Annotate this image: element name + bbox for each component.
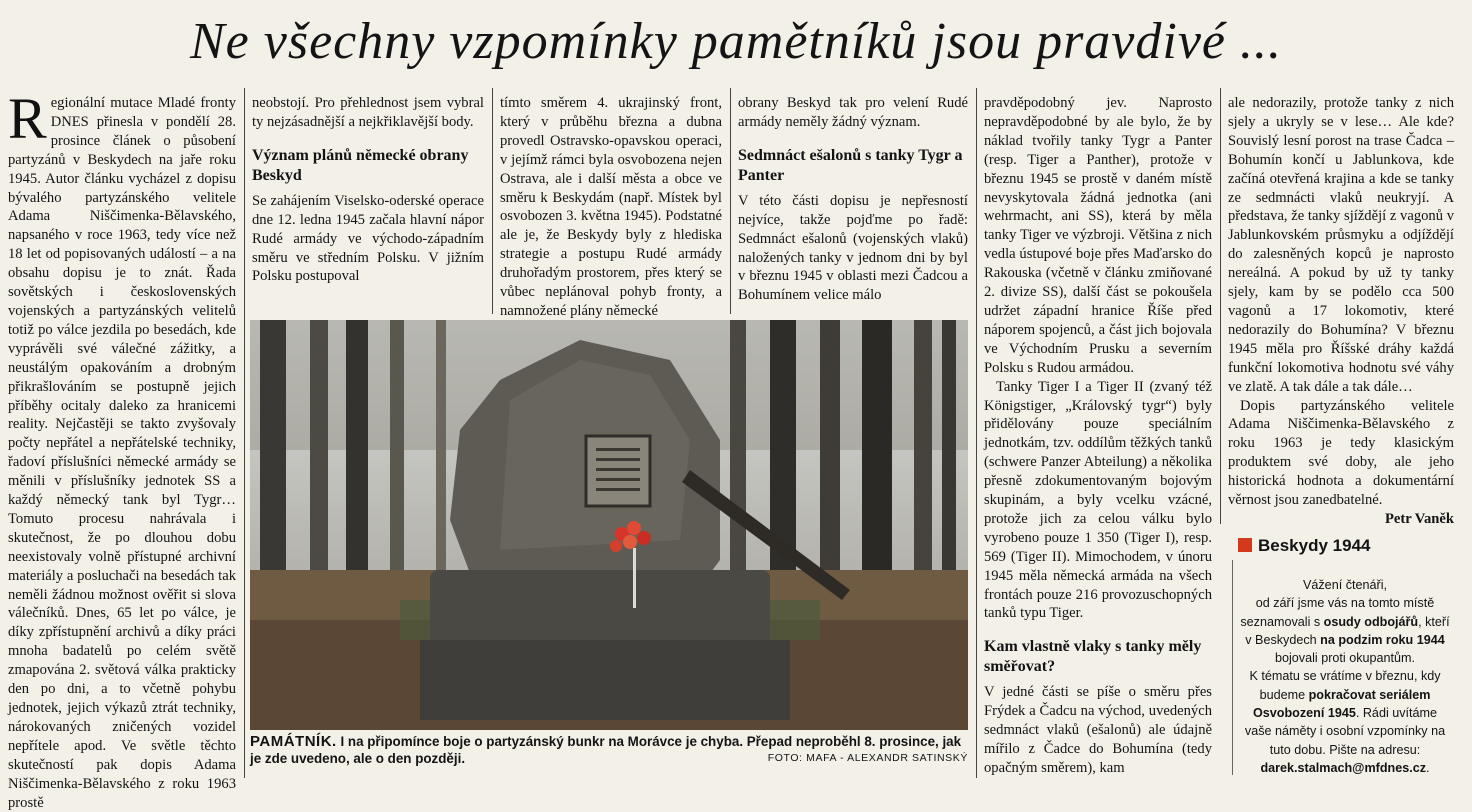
red-square-icon [1238,538,1252,552]
article-column-6 [1228,94,1454,529]
forest-memorial-image [250,320,968,730]
paragraph: Tanky Tiger I a Tiger II (zvaný též Königstiger, „Královský tygr“) byly přidělovány pouze speciálním jednotkám, tzv. oddílům těžkých tanků (schwere Panzer Abteilung) a několika přesně zdokumentovaným bojovým skupinám, a byly vcelku vzácné, protože jich za celou válku bylo vyrobeno pouze 1 350 (Tiger I), resp. 569 (Tiger II). Mimochodem, v únoru 1945 měla německá armáda na všech frontách pouze 216 provozuschopných tanků typu Tiger. [984,378,1212,622]
sidebar-box-title: Beskydy 1944 [1238,536,1370,556]
article-headline: Ne všechny vzpomínky pamětníků jsou pravdivé ... [189,13,1282,70]
paragraph: Se zahájením Viselsko-oderské operace dne 12. ledna 1945 začala hlavní nápor Rudé armády ve východo-západním směru ve středním Polsku. V jižním Polsku postupoval [252,192,484,285]
subheading: Kam vlastně vlaky s tanky měly směřovat? [984,638,1202,676]
column-rule [976,88,977,778]
contact-email[interactable]: darek.stalmach@mfdnes.cz [1260,760,1427,775]
article-column-2 [252,94,484,286]
paragraph: Regionální mutace Mladé fronty DNES přinesla v pondělí 28. prosince článek o působení partyzánů v Beskydech na jaře roku 1945. Autor článku vycházel z dopisu bývalého partyzánského velitele Adama Niščimenka-Bělavského, napsaného v roce 1963, tedy více než 18 let od popisovaných událostí – a na obsahu dopisu je to znát. Řada sovětských i československých vojenských a partyzánských velitelů totiž po válce jezdila po besedách, kde vyprávěli své válečné zážitky, a neustálým opakováním a drobným přikrašlováním se postupně jejich příběhy ocitaly daleko za hranicemi reality. Nejčastěji se takto zvyšovaly počty nepřátel a nepřátelské techniky, řadoví příslušníci německé armády se měnili v příslušníky jednotek SS a každý německý tank byl Tygr… Tomuto procesu nahrávala i skutečnost, že po dlouhou dobu neexistovaly volně přístupné archivní materiály a posluchači na besedách tak neměli žádnou možnost ověřit si slova válečníků. Dnes, 65 let po válce, je díky zpřístupnění archivů a díky práci mnoha badatelů po celém světě zmapována 2. světová válka prakticky den po dni, a to včetně pohybu jednotek, jejich výkazů ztrát techniky, nárokovaných zničených vozidel nepřítele apod. Ve světle těchto skutečností pak dopis Adama Niščimenka-Bělavského z roku 1963 prostě [8,86,236,811]
paragraph: neobstojí. Pro přehlednost jsem vybral ty nejzásadnější a nejkřiklavější body. [252,95,484,130]
subheading: Sedmnáct ešalonů s tanky Tygr a Panter [738,146,963,184]
paragraph: V jedné části se píše o směru přes Frýdek a Čadcu na východ, uvedených sedmnáct vlaků (ešalonů) ale údajně mířilo z Čadce do Bohumína (tedy opačným směrem), kam [984,684,1212,776]
article-column-5 [984,94,1212,778]
paragraph: Dopis partyzánského velitele Adama Niščimenka-Bělavského z roku 1963 je tedy klasickým produktem své doby, ale jeho historická hodnota a dokumentární věrnost jsou zanedbatelné. Petr Vaněk [1228,397,1454,527]
memorial-photo [250,320,968,730]
column-rule [1220,88,1221,524]
column-rule [492,88,493,314]
caption-lead: PAMÁTNÍK. [250,733,337,750]
paragraph: pravděpodobný jev. Naprosto nepravděpodobné by ale bylo, že by náklad tvořily tanky Tygr a Panter (resp. Tiger a Panther), protože v březnu 1945 se prostě v daném místě nevyskytovala žádná jednotka (ani wehrmacht, ani SS), která by měla tanky Tiger ve výzbroji. Většina z nich vedla ústupové boje přes Maďarsko do Rakouska (včetně v článku zmiňované 2. divize SS), další část se pokoušela udržet západní hranice Říše před náporem spojenců, a část jich bojovala ve Východním Prusku a severním Polsku s Rudou armádou. [984,95,1212,376]
author-byline: Petr Vaněk [1384,510,1454,527]
sidebar-box-text: Vážení čtenáři, od září jsme vás na tomto místě seznamovali s osudy odbojářů, kteří v Beskydech na podzim roku 1944 bojovali proti okupantům. K tématu se vrátíme v březnu, kdy budeme pokračovat seriálem Osvobození 1945. Rádi uvítáme vaše náměty i osobní vzpomínky na tuto dobu. Pište na adresu: darek.stalmach@mfdnes.cz. [1240,578,1450,775]
drop-cap: R [8,86,47,151]
article-column-3 [500,94,722,321]
article-column-1 [8,86,236,812]
paragraph: obrany Beskyd tak pro velení Rudé armády neměly žádný význam. [738,95,968,130]
paragraph: ale nedorazily, protože tanky z nich sjely a ukryly se v lese… Ale kde? Souvislý lesní porost na trase Čadca – Bohumín končí u Jablunkova, kde začíná otevřená krajina a kde se tanky ze sedmnácti vlaků neukryjí. A představa, že tanky sjíždějí z vagonů v Jablunkovském průsmyku a odjíždějí do zalesněných kopců je naprosto nereálná. A pokud by už ty tanky sjely, kam by se podělo cca 500 vagonů a 17 lokomotiv, které nedorazily do Bohumína? V březnu 1945 měla pro Říšské dráhy každá funkční lokomotiva hodnotu své váhy ve zlatě. A tak dále a tak dále… [1228,95,1454,395]
article-column-4 [738,94,968,305]
photo-credit: FOTO: MAFA - ALEXANDR SATINSKÝ [767,752,968,764]
column-rule [244,88,245,778]
paragraph: tímto směrem 4. ukrajinský front, který v průběhu března a dubna provedl Ostravsko-opavskou operaci, v jejímž rámci byla osvobozena nejen Ostrava, ale i další města a obce ve směru k Beskydám (např. Místek byl osvobozen 3. května 1945). Podstatné ale je, že Beskydy byly z hlediska strategie a postupu Rudé armády druhořadým prostorem, přes který se vůbec neplánoval pohyb fronty, a namnožené plány německé [500,95,722,319]
subheading: Význam plánů německé obrany Beskyd [252,146,469,184]
sidebar-rule [1232,560,1233,775]
column-rule [730,88,731,314]
paragraph: V této části dopisu je nepřesností nejvíce, takže pojďme po řadě: Sedmnáct ešalonů (vojenských vlaků) naložených tanky v jednom dni by byl v březnu 1945 v oblasti mezi Čadcou a Bohumínem velice málo [738,192,968,304]
caption-text: I na připomínce boje o partyzánský bunkr na Morávce je chyba. Přepad neproběhl 8. prosince, jak je zde uvedeno, ale o den později. [250,734,962,766]
